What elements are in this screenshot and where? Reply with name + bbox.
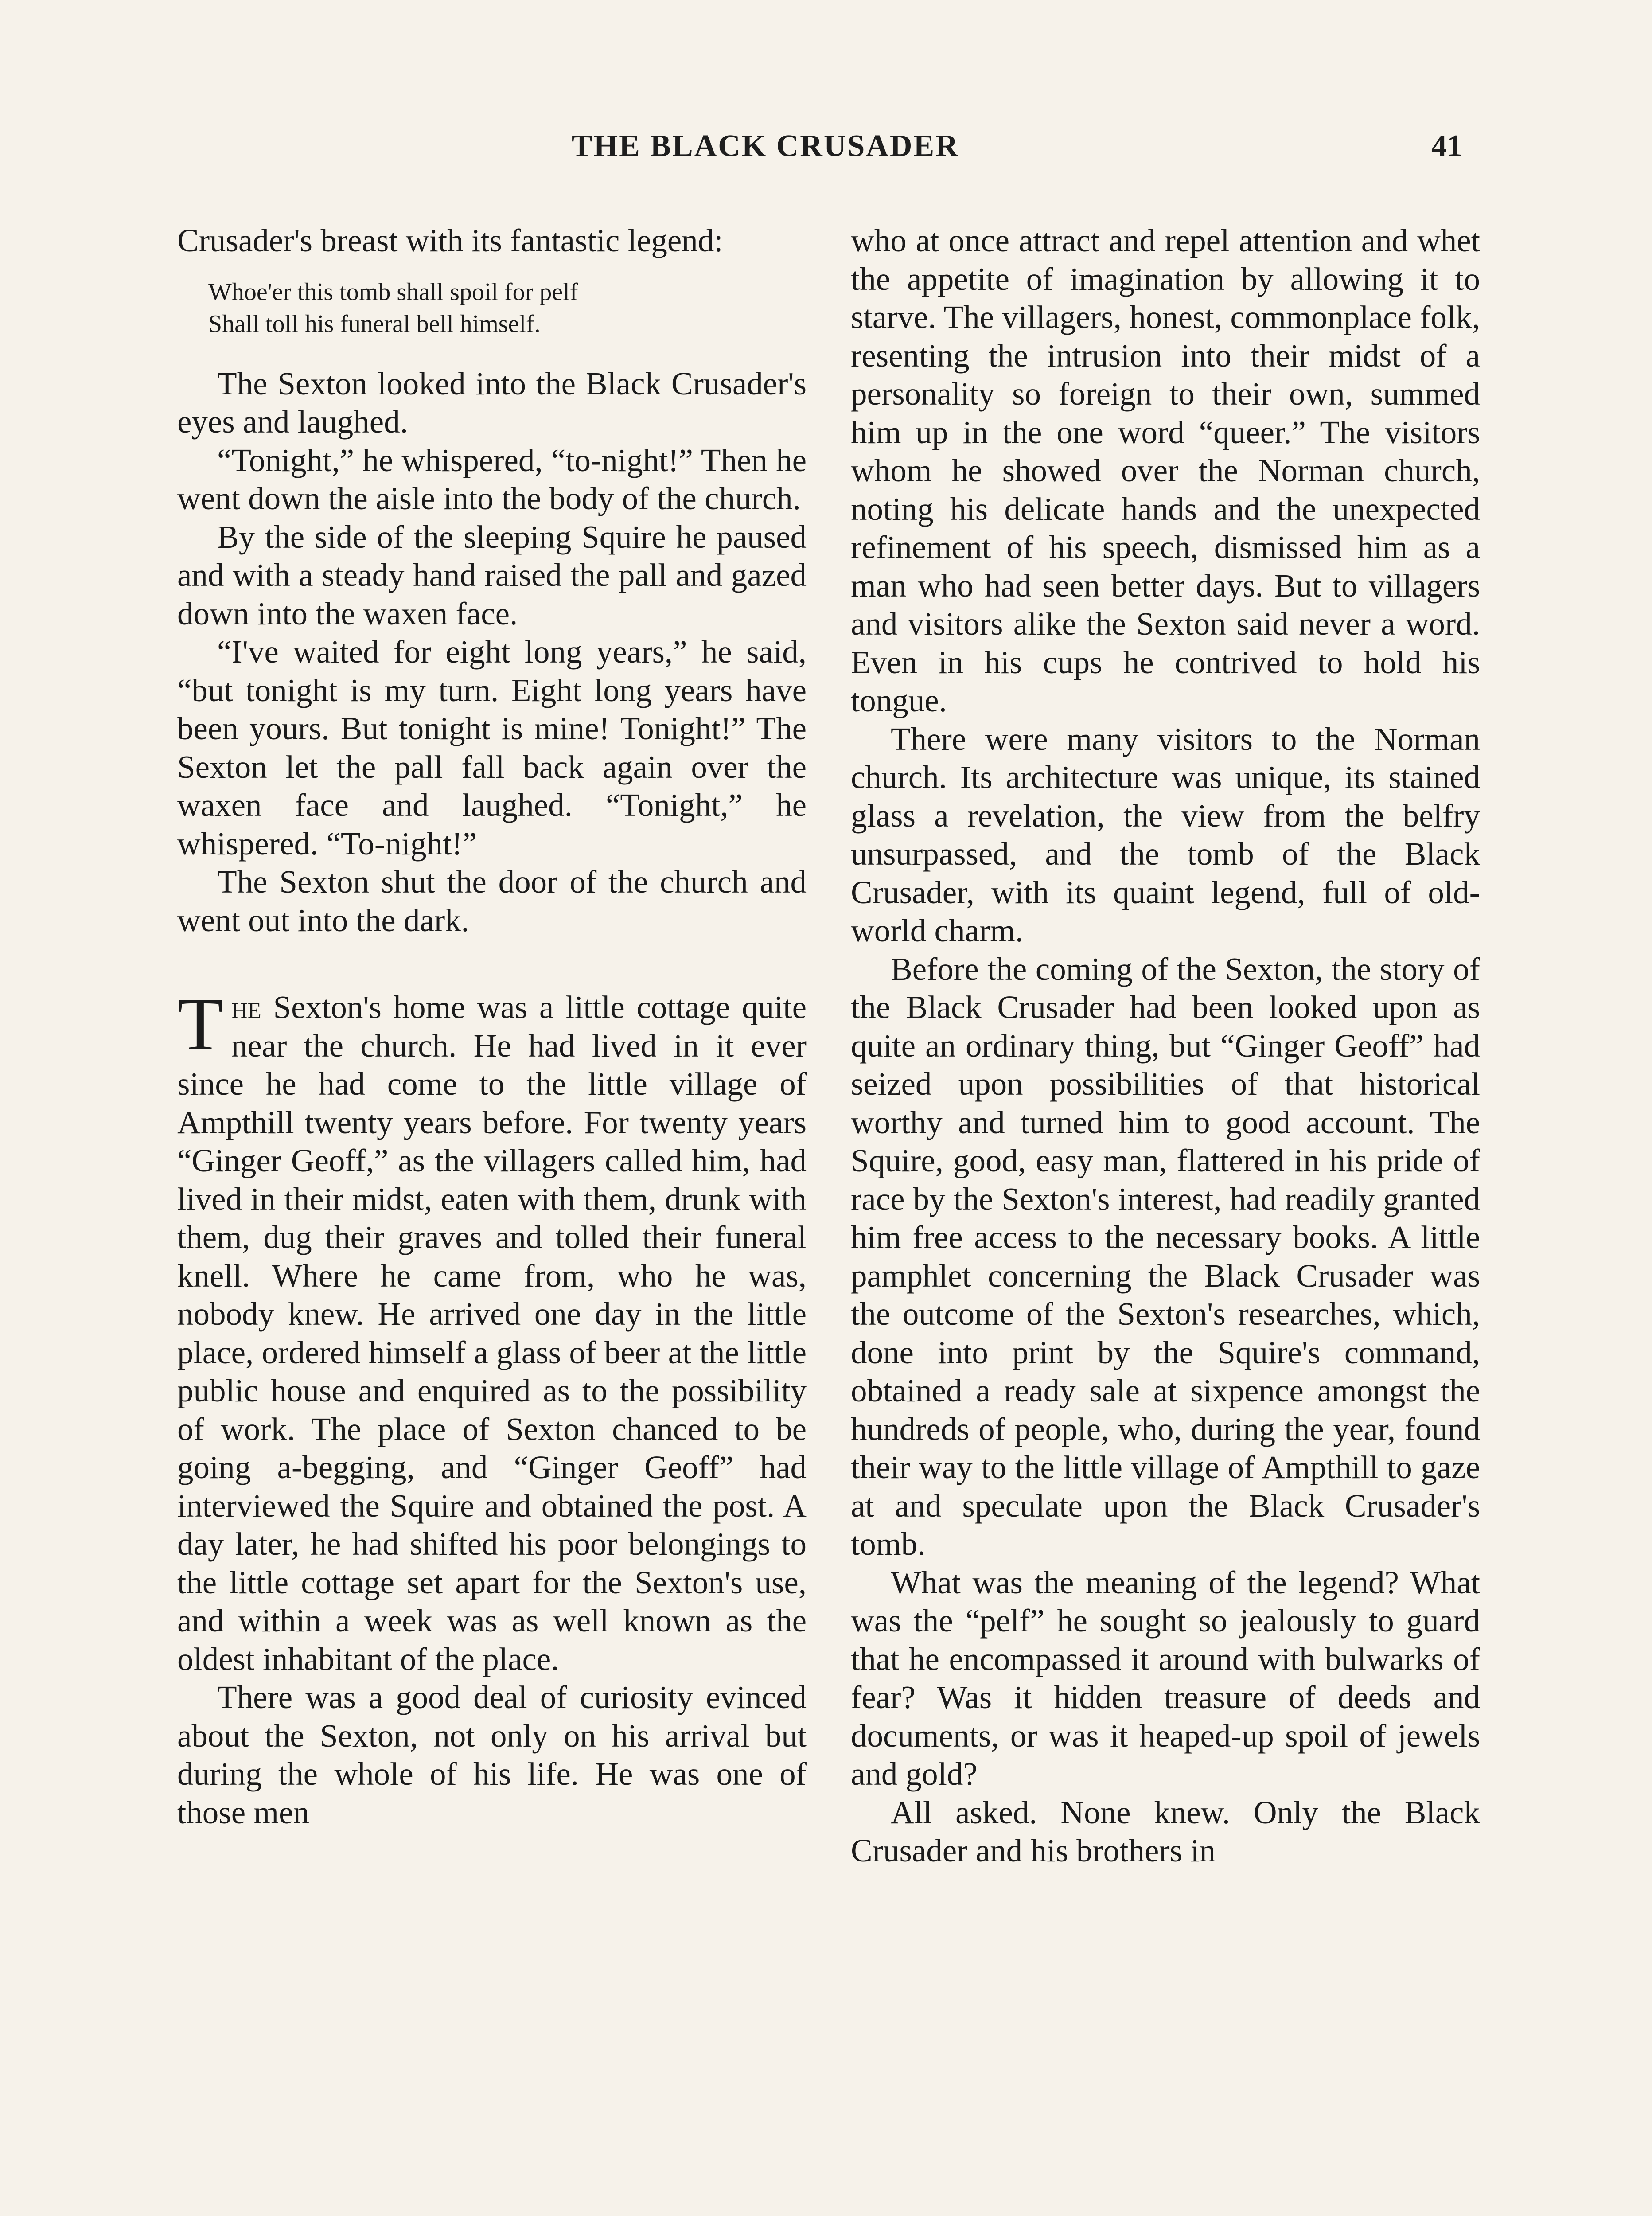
verse-line: Shall toll his funeral bell himself.	[208, 310, 541, 338]
paragraph-with-dropcap	[177, 983, 807, 1678]
paragraph: The Sexton shut the door of the church and went out into the dark.	[177, 864, 807, 938]
right-column	[851, 222, 1480, 1870]
paragraph: There were many visitors to the Norman church. Its architecture was unique, its stained glass a revelation, the view from the belfry unsurpassed, and the tomb of the Black Crusader, with its quaint legend, full of old-world charm.	[851, 721, 1480, 948]
section-break	[177, 940, 807, 988]
paragraph: The Sexton looked into the Black Crusader's eyes and laughed.	[177, 365, 807, 440]
paragraph: All asked. None knew. Only the Black Crusader and his brothers in	[851, 1794, 1480, 1869]
paragraph: “Tonight,” he whispered, “to-night!” Then he went down the aisle into the body of the church.	[177, 442, 807, 516]
paragraph: What was the meaning of the legend? What was the “pelf” he sought so jealously to guard that he encompassed it around with bulwarks of fear? Was it hidden treasure of deeds and documents, or was it heaped-up spoil of jewels and gold?	[851, 1564, 1480, 1792]
paragraph: There was a good deal of curiosity evinced about the Sexton, not only on his arrival but during the whole of his life. He was one of those men	[177, 1679, 807, 1830]
paragraph-text: Sexton's home was a little cottage quite near the church. He had lived in it ever since he had come to the little village of Ampthill twenty years before. For twenty years “Ginger Geoff,” as the villagers called him, had lived in their midst, eaten with them, drunk with them, dug their graves and tolled their funeral knell. Where he came from, who he was, nobody knew. He arrived one day in the little place, ordered himself a glass of beer at the little public house and enquired as to the possibility of work. The place of Sexton chanced to be going a-begging, and “Ginger Geoff” had interviewed the Squire and obtained the post. A day later, he had shifted his poor belongings to the little cottage set apart for the Sexton's use, and within a week was as well known as the oldest inhabitant of the place.	[177, 989, 807, 1677]
small-caps-lead: he	[231, 989, 261, 1025]
page-number: 41	[1431, 129, 1462, 163]
paragraph: “I've waited for eight long years,” he said, “but tonight is my turn. Eight long years have been yours. But tonight is mine! Tonight!” The Sexton let the pall fall back again over the waxen face and laughed. “Tonight,” he whispered. “To-night!”	[177, 634, 807, 862]
verse-line: Whoe'er this tomb shall spoil for pelf	[208, 278, 578, 306]
drop-cap: T	[177, 983, 223, 1066]
paragraph: Before the coming of the Sexton, the story of the Black Crusader had been looked upon as quite an ordinary thing, but “Ginger Geoff” had seized upon possibilities of that historical worthy and turned him to good account. The Squire, good, easy man, flattered in his pride of race by the Sexton's interest, had readily granted him free access to the necessary books. A little pamphlet concerning the Black Crusader was the outcome of the Sexton's researches, which, done into print by the Squire's command, obtained a ready sale at sixpence amongst the hundreds of people, who, during the year, found their way to the little village of Ampthill to gaze at and speculate upon the Black Crusader's tomb.	[851, 951, 1480, 1562]
paragraph: who at once attract and repel attention and whet the appetite of imagination by allowing it to starve. The villagers, honest, commonplace folk, resenting the intrusion into their midst of a personality so foreign to their own, summed him up in the one word “queer.” The visitors whom he showed over the Norman church, noting his delicate hands and the unexpected refinement of his speech, dismissed him as a man who had seen better days. But to villagers and visitors alike the Sexton said never a word. Even in his cups he contrived to hold his tongue.	[851, 222, 1480, 718]
epitaph-verse	[208, 276, 807, 340]
left-column	[177, 222, 807, 1832]
paragraph: Crusader's breast with its fantastic legend:	[177, 222, 723, 258]
running-head-title: THE BLACK CRUSADER	[572, 129, 959, 163]
paragraph: By the side of the sleeping Squire he paused and with a steady hand raised the pall and gazed down into the waxen face.	[177, 519, 807, 632]
